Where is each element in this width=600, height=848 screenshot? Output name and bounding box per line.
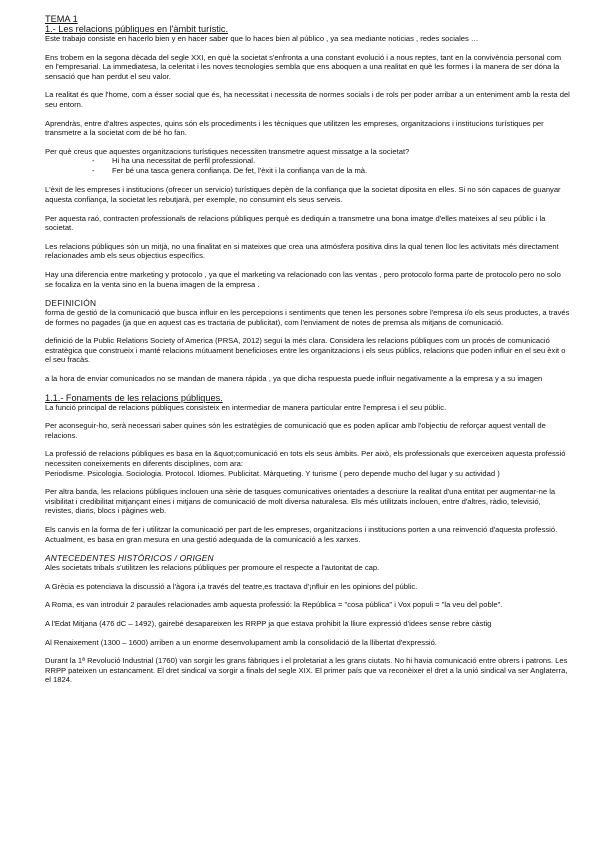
page-title: 1.- Les relacions públiques en l'àmbit turístic. bbox=[45, 24, 229, 34]
list-item: - Hi ha una necessitat de perfil professional. bbox=[92, 156, 256, 166]
paragraph-means: Les relacions públiques són un mitjà, no una finalitat en si mateixes que crea una atmósfera positiva dins la qual tenen lloc les activitats més directament relacionades amb els seus objectius específics. bbox=[45, 241, 559, 261]
paragraph-rome: A Roma, es van introduir 2 paraules relacionades amb aquesta professió: la República = "cosa pública" i Vox populi = "la veu del poble". bbox=[45, 600, 503, 610]
paragraph-disciplines: Periodisme. Psicologia. Sociologia. Protocol. Idiomes. Publicitat. Màrqueting. Y turisme ( pero depende mucho del lugar y su actividad ) bbox=[45, 468, 500, 478]
paragraph-function: La funció principal de relacions públiques consisteix en intermediar de manera particular entre l'empresa i el seu públic. bbox=[45, 402, 447, 412]
antecedents-heading: ANTECEDENTES HISTÓRICOS / ORIGEN bbox=[45, 553, 214, 564]
paragraph-context: Ens trobem en la segona dècada del segle XXI, en què la societat s'enfronta a una constant evolució i a nous reptes, tant en la convivència personal com en l'empresarial. La immediatesa, la celeritat i les noves tecnologies sembla que ens aboquen a una realitat en què les formes i la manera de ser dóna la sensació que han perdut el seu valor. bbox=[45, 52, 562, 81]
paragraph-changes: Els canvis en la forma de fer i utilitzar la comunicació per part de les empreses, organitzacions i institucions porten a una reinvenció d'aquesta professió. Actualment, es basa en gran mesura en una gestió adequada de la comunicació a les xarxes. bbox=[45, 525, 558, 544]
paragraph-industrial: Durant la 1ª Revolució Industrial (1760) van sorgir les grans fàbriques i el proletariat a les grans ciutats. No hi havia comunicació entre obrers i patrons. Les RRPP pateixen un estancament. El dret sindical va sorgir a finals del segle XIX. El primer país que va reconèixer el dret a la unió sindical va ser Anglaterra, el 1824. bbox=[45, 656, 568, 685]
section-heading-fonaments: 1.1.- Fonaments de les relacions públiques. bbox=[45, 392, 223, 403]
paragraph-learn: Aprendràs, entre d'altres aspectes, quins són els procediments i les tècniques que utilitzen les empreses, organitzacions i institucions turístiques per transmetre a la societat com de bé ho fan. bbox=[45, 118, 544, 138]
paragraph-prsa: definició de la Public Relations Society of America (PRSA, 2012) segui la més clara. Considera les relacions públiques com un procés de comunicació estratègica que construeix i manté relacions mútuament beneficioses entre les organitzacions i els seus públics, relacions que poden influir en el seu èxit o el seu fracàs. bbox=[45, 336, 566, 365]
paragraph-profession: La professió de relacions públiques es basa en la &quot;comunicació en tots els seus àmbits. Per això, els professionals que exerceixen aquesta professió necessiten coneixements en diferents disciplines, com ara: bbox=[45, 449, 566, 469]
bullet-list bbox=[45, 156, 570, 176]
intro-line: Este trabajo consiste en hacerlo bien y en hacer saber que lo haces bien al público , ya sea mediante noticias , redes sociales … bbox=[45, 34, 479, 43]
paragraph-marketing: Hay una diferencia entre marketing y protocolo , ya que el marketing va relacionado con las ventas , pero protocolo forma parte de protocolo pero no solo se focaliza en la venta sino en la buena imagen de la empresa . bbox=[45, 269, 561, 289]
paragraph-comunicados: a la hora de enviar comunicados no se mandan de manera rápida , ya que dicha respuesta puede influir negativamente a la empresa y a su imagen bbox=[45, 374, 543, 384]
paragraph-tribal: Ales societats tribals s'utilitzen les relacions públiques per promoure el respecte a l'autoritat de cap. bbox=[45, 563, 380, 573]
paragraph-tasks: Per altra banda, les relacions públiques inclouen una sèrie de tasques comunicatives orientades a descriure la realitat d'una entitat per augmentar-ne la visibilitat i credibilitat mitjançant eines i mitjans de comunicació de molt diversa naturalesa. Els més utilitzats inclouen, entre d'altres, ràdio, televisió, revistes, diaris, blocs i pàgines web. bbox=[45, 487, 556, 516]
paragraph-reason: Per aquesta raó, contracten professionals de relacions públiques perquè es dediquin a transmetre una bona imatge d'elles mateixes al seu públic i la societat. bbox=[45, 213, 546, 233]
paragraph-definition: forma de gestió de la comunicació que busca influir en les percepcions i sentiments que tenen les persones sobre l'empresa i/o els seus productes, a través de formes no pagades (ja que en aquest cas es tractaria de publicitat), com l'enviament de notes de premsa als mitjans de comunicació. bbox=[45, 308, 570, 327]
paragraph-reality: La realitat és que l'home, com a ésser social que és, ha necessitat i necessita de normes socials i de rols per poder arribar a un enteniment amb la resta del seu entorn. bbox=[45, 90, 570, 109]
paragraph-success: L'èxit de les empreses i institucions (ofrecer un servicio) turístiques depèn de la confiança que la societat diposita en elles. Si no són capaces de guanyar aquesta confiança, la societat les rebutjarà, per exemple, no consumint els seus serveis. bbox=[45, 185, 561, 204]
paragraph-greece: A Grècia es potenciava la discussió a l'àgora i,a través del teatre,es tractava d'¡nfluir en les opinions del públic. bbox=[45, 581, 418, 591]
paragraph-renaissance: Al Renaixement (1300 – 1600) arriben a un enorme desenvolupament amb la consolidació de la llibertat d'expressió. bbox=[45, 637, 437, 647]
tema-label: TEMA 1 bbox=[45, 14, 78, 24]
paragraph-question: Per què creus que aquestes organitzacions turístiques necessiten transmetre aquest missatge a la societat? bbox=[45, 146, 410, 156]
paragraph-middle-ages: A l'Edat Mitjana (476 dC – 1492), gairebé desapareixen les RRPP ja que estava prohibit la lliure expressió d'idees sense rebre càstig bbox=[45, 618, 492, 628]
list-item: - Fer bé una tasca genera confiança. De fet, l'èxit i la confiança van de la mà. bbox=[92, 166, 368, 176]
definition-heading: DEFINICIÓN bbox=[45, 298, 97, 309]
paragraph-strategies: Per aconseguir-ho, serà necessari saber quines són les estratègies de comunicació que es poden aplicar amb l'objectiu de reforçar aquest ventall de relacions. bbox=[45, 421, 546, 440]
